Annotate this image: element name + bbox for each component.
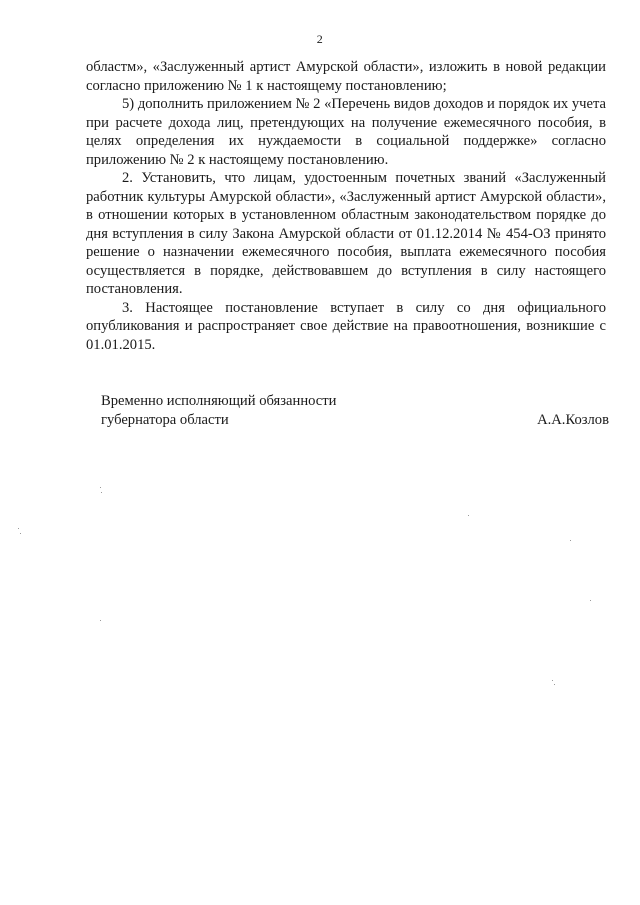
signer-name: А.А.Козлов <box>537 411 609 428</box>
signer-title-line-2: губернатора области <box>101 411 229 428</box>
signature-block <box>101 392 609 429</box>
scan-speck <box>101 492 102 493</box>
signer-title <box>101 392 336 429</box>
paragraph-clause-2: 2. Установить, что лицам, удостоенным почетных званий «Заслуженный работник культуры Амурской области», «Заслуженный артист Амурской области», в отношении которых в установленном областным законодательством порядке до дня вступления в силу Закона Амурской области от 01.12.2014 № 454-ОЗ принято решение о назначении ежемесячного пособия, выплата ежемесячного пособия осуществляется в порядке, действовавшем до вступления в силу настоящего постановления. <box>86 170 606 297</box>
signer-title-line-1: Временно исполняющий обязанности <box>101 393 337 409</box>
scan-speck <box>468 515 469 516</box>
paragraph-item-5: 5) дополнить приложением № 2 «Перечень видов доходов и порядок их учета при расчете дохода лиц, претендующих на получение ежемесячного пособия, в целях определения их нуждаемости в социальной поддержке» согласно приложению № 2 к настоящему постановлению. <box>86 96 606 168</box>
scan-speck <box>100 620 101 621</box>
scan-speck <box>100 487 101 488</box>
scan-speck <box>570 540 571 541</box>
paragraph-clause-3: 3. Настоящее постановление вступает в силу со дня официального опубликования и распространяет свое действие на правоотношения, возникшие с 01.01.2015. <box>86 299 606 353</box>
scan-speck <box>552 680 553 681</box>
scan-speck <box>590 600 591 601</box>
page-number: 2 <box>316 32 324 46</box>
scan-speck <box>20 533 21 534</box>
scan-speck <box>18 528 19 529</box>
paragraph-continuation: областм», «Заслуженный артист Амурской области», изложить в новой редакции согласно приложению № 1 к настоящему постановлению; <box>86 59 606 94</box>
document-body <box>86 58 606 354</box>
scan-speck <box>554 684 555 685</box>
